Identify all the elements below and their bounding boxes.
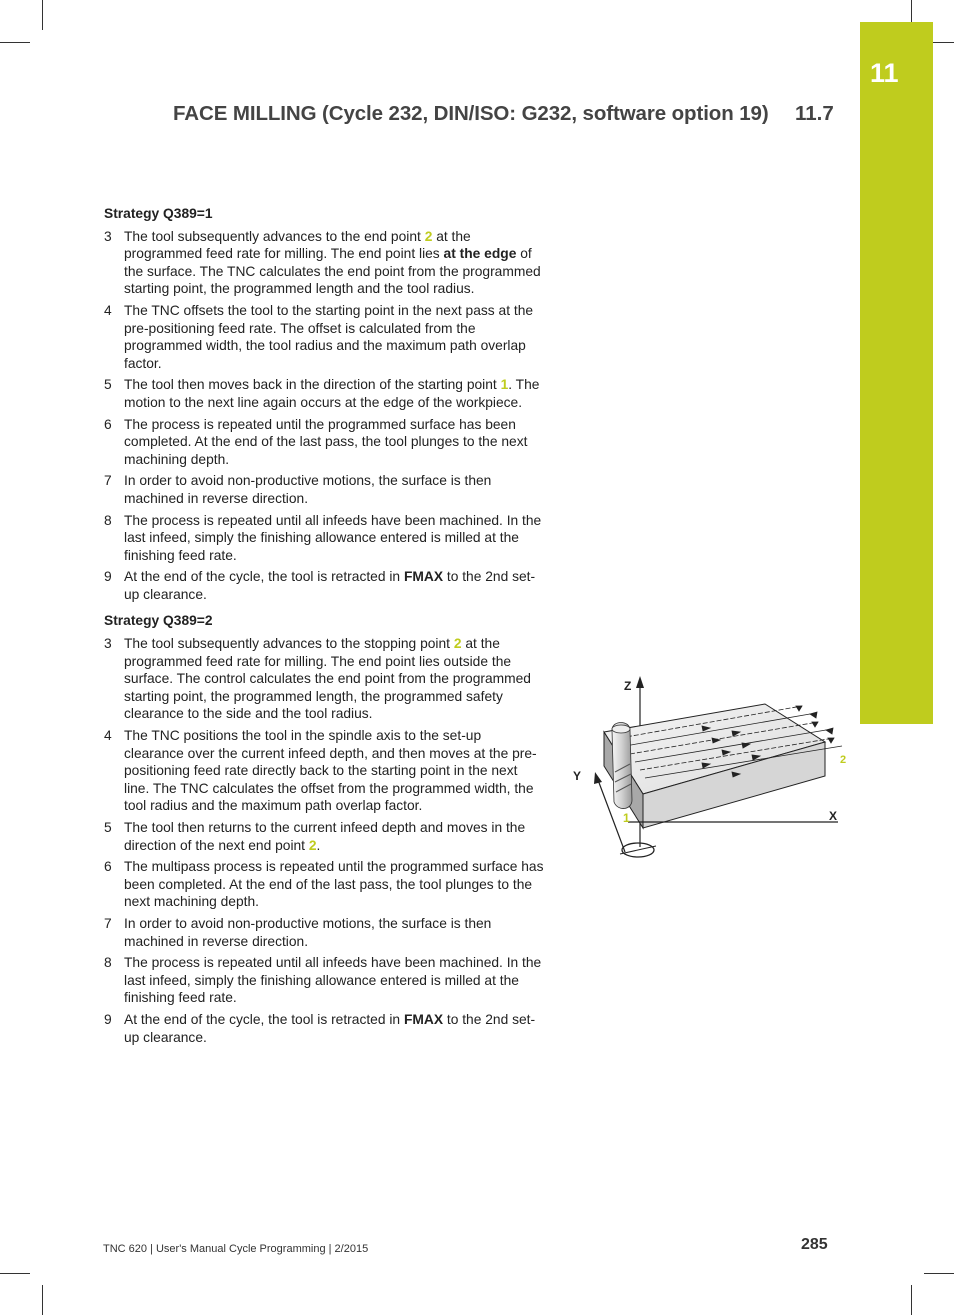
- step-text: In order to avoid non-productive motions, the surface is then machined in reverse direction.: [124, 915, 492, 949]
- step-text: The tool subsequently advances to the end point 2 at the programmed feed rate for milling. The end point lies at the edge of the surface. The TNC calculates the end point from the programmed starting point, the programmed length and the tool radius.: [124, 228, 541, 297]
- step-text: At the end of the cycle, the tool is retracted in FMAX to the 2nd set-up clearance.: [124, 1011, 536, 1045]
- step-number: 4: [104, 728, 112, 744]
- strategy-1-heading: Strategy Q389=1: [104, 206, 213, 221]
- list-item: [104, 954, 544, 1007]
- strategy-1-steps: [104, 228, 544, 604]
- step-text: The tool then returns to the current infeed depth and moves in the direction of the next end point 2.: [124, 820, 526, 853]
- step-text: The multipass process is repeated until the programmed surface has been completed. At the end of the last pass, the tool plunges to the next machining depth.: [124, 859, 544, 910]
- point-label-1: 1: [623, 811, 630, 825]
- list-item: [104, 228, 544, 298]
- step-number: 5: [104, 377, 112, 393]
- step-text: The tool subsequently advances to the stopping point 2 at the programmed feed rate for milling. The end point lies outside the surface. The control calculates the end point from the programmed starting point, the programmed length, the programmed safety clearance to the side and the tool radius.: [124, 636, 531, 722]
- list-item: [104, 416, 544, 469]
- strategy-2-heading: Strategy Q389=2: [104, 613, 213, 629]
- list-item: [104, 727, 544, 815]
- step-number: 7: [104, 915, 112, 931]
- list-item: [104, 472, 544, 507]
- axis-label-y: Y: [573, 769, 582, 783]
- step-number: 8: [104, 512, 112, 528]
- crop-mark: [911, 1285, 912, 1315]
- crop-mark: [42, 1285, 43, 1315]
- running-header-title: FACE MILLING (Cycle 232, DIN/ISO: G232, software option 19): [173, 102, 769, 125]
- point-2-ref: 2: [453, 636, 462, 652]
- crop-mark: [42, 0, 43, 30]
- step-number: 6: [104, 416, 112, 432]
- list-item: [104, 915, 544, 950]
- crop-mark: [924, 1273, 954, 1274]
- main-content: [104, 205, 544, 1050]
- list-item: [104, 512, 544, 565]
- chapter-tab: [860, 22, 933, 724]
- point-label-2: 2: [840, 754, 847, 766]
- axis-label-x: X: [829, 809, 838, 823]
- crop-mark: [0, 42, 30, 43]
- page-number: 285: [801, 1236, 828, 1253]
- step-number: 9: [104, 1011, 112, 1027]
- step-text: The TNC positions the tool in the spindle axis to the set-up clearance over the current infeed depth, and then moves at the pre-positioning feed rate directly back to the starting point in the next line. The TNC calculates the offset from the programmed width, the tool radius and the maximum path overlap factor.: [124, 728, 537, 814]
- fmax-keyword: FMAX: [403, 569, 444, 585]
- list-item: [104, 376, 544, 411]
- step-number: 9: [104, 569, 112, 585]
- milling-tool: [612, 723, 632, 809]
- point-2-ref: 2: [424, 228, 433, 244]
- step-text: The TNC offsets the tool to the starting point in the next pass at the pre-positioning feed rate. The offset is calculated from the programmed width, the tool radius and the maximum path overlap factor.: [124, 302, 534, 371]
- list-item: [104, 302, 544, 372]
- step-number: 4: [104, 302, 112, 318]
- axis-label-z: Z: [624, 679, 632, 693]
- list-item: [104, 1011, 544, 1046]
- list-item: [104, 858, 544, 911]
- step-number: 3: [104, 636, 112, 652]
- step-text: The process is repeated until the programmed surface has been completed. At the end of the last pass, the tool plunges to the next machining depth.: [124, 416, 528, 467]
- face-milling-illustration: [570, 672, 855, 867]
- step-number: 7: [104, 473, 112, 489]
- crop-mark: [0, 1273, 30, 1274]
- point-2-ref: 2: [308, 837, 317, 853]
- step-number: 6: [104, 859, 112, 875]
- step-text: The tool then moves back in the direction of the starting point 1. The motion to the next line again occurs at the edge of the workpiece.: [124, 377, 540, 410]
- workpiece: [604, 704, 825, 828]
- step-number: 3: [104, 228, 112, 244]
- footer-text: TNC 620 | User's Manual Cycle Programming | 2/2015: [103, 1243, 369, 1255]
- list-item: [104, 568, 544, 603]
- step-text: In order to avoid non-productive motions, the surface is then machined in reverse direction.: [124, 473, 492, 506]
- strategy-2-steps: [104, 635, 544, 1046]
- list-item: [104, 819, 544, 854]
- list-item: [104, 635, 544, 723]
- fmax-keyword: FMAX: [403, 1011, 444, 1027]
- emphasis: at the edge: [443, 246, 517, 262]
- step-text: The process is repeated until all infeeds have been machined. In the last infeed, simply the finishing allowance entered is milled at the finishing feed rate.: [124, 512, 542, 563]
- point-1-ref: 1: [500, 377, 509, 393]
- step-number: 8: [104, 955, 112, 971]
- step-number: 5: [104, 820, 112, 835]
- running-header-section: 11.7: [795, 102, 834, 125]
- chapter-number: 11: [870, 58, 899, 88]
- step-text: The process is repeated until all infeeds have been machined. In the last infeed, simply the finishing allowance entered is milled at the finishing feed rate.: [124, 955, 542, 1006]
- step-text: At the end of the cycle, the tool is retracted in FMAX to the 2nd set-up clearance.: [124, 569, 536, 602]
